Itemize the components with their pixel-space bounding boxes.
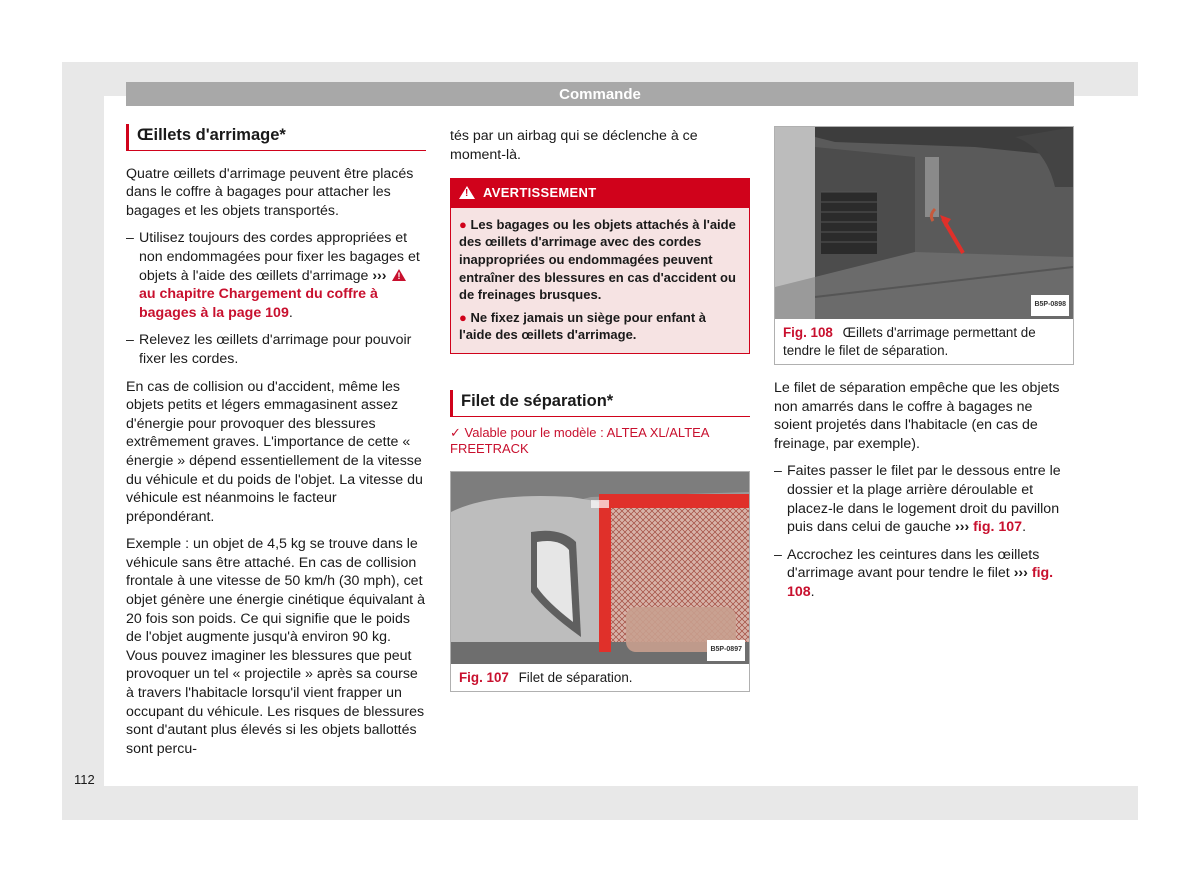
- warning-title: AVERTISSEMENT: [483, 185, 597, 201]
- list-item-text: Utilisez toujours des cordes appropriées et non endommagées pour fixer les bagages et objets à l'aide des œillets d'arrimage: [139, 230, 420, 284]
- list-item-text: Faites passer le filet par le dessous entre le dossier et la plage arrière déroulable et placez-le dans le logement droit du pavillon puis dans celui de gauche: [787, 463, 1061, 536]
- warning-triangle-icon: [459, 186, 475, 199]
- figure-caption-text: Filet de séparation.: [518, 669, 633, 685]
- example-paragraph: Exemple : un objet de 4,5 kg se trouve dans le véhicule sans être attaché. En cas de collision frontale à une vitesse de 50 km/h (30 mph), cet objet génère une énergie cinétique équivalant à 20 fois son poids. Ce qui signifie que le poids de l'objet augmente jusqu'à environ 90 kg. Vous pouvez imaginer les blessures que peut provoquer un tel « projectile » après sa course à travers l'habitacle lorsqu'il vient frapper un occupant du véhicule. Les risques de blessures sont d'autant plus élevés si les objets ballottés sont percu-: [126, 536, 425, 757]
- cargo-eyelet-illustration: [775, 127, 1073, 319]
- figure-107: [450, 471, 750, 692]
- figure-108-image: [775, 127, 1073, 319]
- figure-label: Fig. 107: [459, 669, 509, 685]
- list-item: – Faites passer le filet par le dessous entre le dossier et la plage arrière déroulable et placez-le dans le logement droit du pavillon puis dans celui de gauche ››› fig. 107.: [774, 463, 1061, 536]
- section-header: Commande: [126, 82, 1074, 106]
- figure-label: Fig. 108: [783, 325, 833, 340]
- figure-caption: [451, 664, 749, 691]
- figure-code: B5P-0898: [1031, 295, 1069, 316]
- net-paragraph: Le filet de séparation empêche que les objets non amarrés dans le coffre à bagages ne soient projetés dans l'habitacle (en cas de freinage, par exemple).: [774, 380, 1060, 452]
- intro-paragraph: Quatre œillets d'arrimage peuvent être placés dans le coffre à bagages pour attacher les bagages et les objets transportés.: [126, 165, 414, 219]
- continuation-paragraph: tés par un airbag qui se déclenche à ce moment-là.: [450, 128, 698, 163]
- cross-ref-arrows: ›››: [955, 519, 970, 536]
- warning-item: ● Les bagages ou les objets attachés à l'aide des œillets d'arrimage avec des cordes inappropriées ou endommagées peuvent entraîner des blessures en cas d'accident ou de freinages brusques.: [459, 216, 736, 303]
- warning-triangle-icon: [392, 269, 406, 281]
- warning-box: [450, 178, 750, 354]
- figure-107-image: [451, 472, 749, 664]
- figure-108: [774, 126, 1074, 365]
- list-item-text: Relevez les œillets d'arrimage pour pouvoir fixer les cordes.: [139, 332, 412, 367]
- cross-ref-link[interactable]: au chapitre Chargement du coffre à bagages à la page 109: [139, 286, 378, 321]
- figure-caption-text: Œillets d'arrimage permettant de tendre le filet de séparation.: [783, 325, 1036, 358]
- figure-code: B5P-0897: [707, 640, 745, 661]
- list-item: – Accrochez les ceintures dans les œillets d'arrimage avant pour tendre le filet ››› fig. 108.: [774, 546, 1054, 600]
- model-validity: ✓ Valable pour le modèle : ALTEA XL/ALTEA FREETRACK: [450, 424, 709, 456]
- section-title-eyelets: Œillets d'arrimage*: [126, 124, 426, 151]
- list-item: – Utilisez toujours des cordes appropriées et non endommagées pour fixer les bagages et objets à l'aide des œillets d'arrimage ››› ! au chapitre Chargement du coffre à bagages à la page 109.: [126, 229, 426, 322]
- warning-item: ● Ne fixez jamais un siège pour enfant à l'aide des œillets d'arrimage.: [459, 309, 706, 343]
- figure-caption: [775, 319, 1073, 364]
- column-2: [450, 127, 750, 692]
- collision-paragraph: En cas de collision ou d'accident, même les objets petits et légers emmagasinent assez d'énergie pour provoquer des blessures extrêmement graves. L'importance de cette « énergie » dépend essentiellement de la vitesse du véhicule et du poids de l'objet. La vitesse du véhicule est néanmoins le facteur prépondérant.: [126, 378, 423, 525]
- page-number: 112: [74, 772, 95, 787]
- warning-header: [451, 179, 749, 208]
- separation-net-illustration: [451, 472, 749, 664]
- list-item-text: Accrochez les ceintures dans les œillets d'arrimage avant pour tendre le filet: [787, 546, 1040, 582]
- cross-ref-arrows: ›››: [1013, 565, 1028, 582]
- column-1: [126, 124, 426, 767]
- section-title-net: Filet de séparation*: [450, 390, 750, 417]
- cross-ref-link[interactable]: fig. 108: [787, 565, 1054, 600]
- cross-ref-arrows: ›››: [372, 267, 387, 284]
- warning-body: [451, 208, 749, 353]
- column-3: [774, 126, 1074, 611]
- cross-ref-link[interactable]: fig. 107: [973, 519, 1023, 536]
- list-item: – Relevez les œillets d'arrimage pour pouvoir fixer les cordes.: [126, 332, 412, 367]
